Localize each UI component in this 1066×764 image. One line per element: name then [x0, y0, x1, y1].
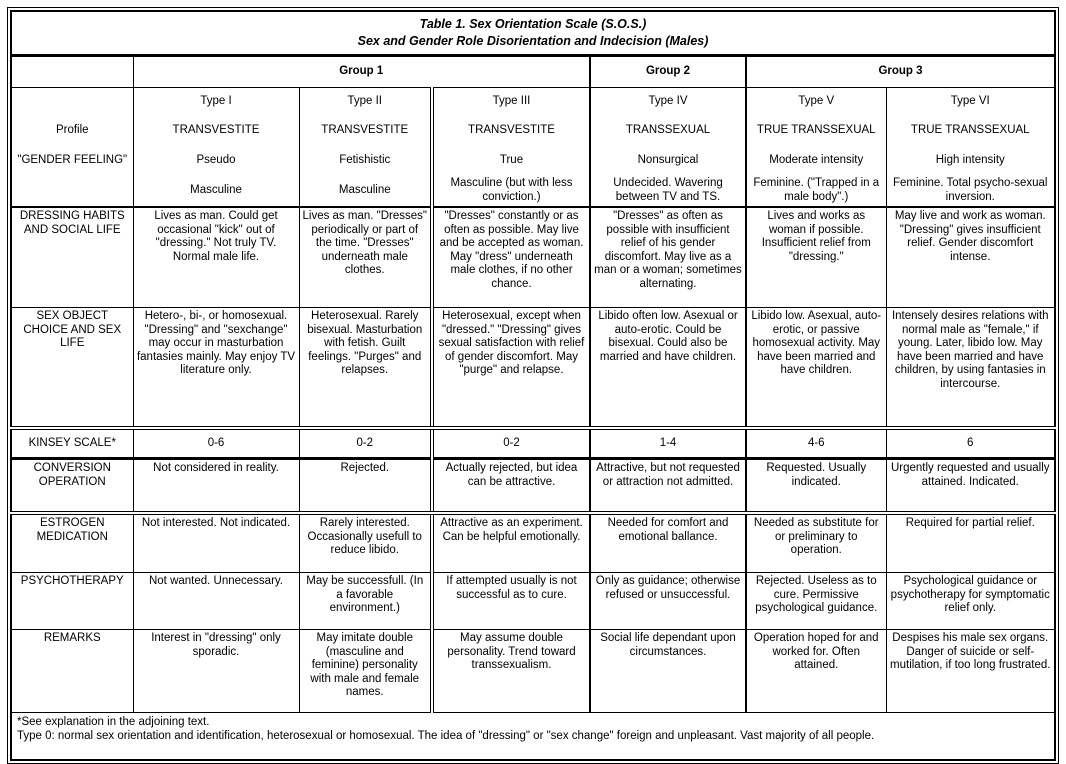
profile-header-row	[11, 88, 1055, 208]
table-subtitle: Sex and Gender Role Disorientation and Indecision (Males)	[357, 34, 709, 48]
data-cell: May imitate double (masculine and feminine) personality with male and female names.	[299, 630, 432, 713]
type-feeling: Feminine. ("Trapped in a male body".)	[753, 177, 880, 203]
group-2-header: Group 2	[590, 56, 746, 88]
type-feeling: Masculine	[190, 184, 242, 197]
data-cell: Attractive as an experiment. Can be helpful emotionally.	[432, 513, 590, 573]
row-label-sex-object-choice: SEX OBJECT CHOICE AND SEX LIFE	[11, 308, 133, 429]
footnote-type-0: Type 0: normal sex orientation and identification, heterosexual or homosexual. The idea of "dressing" or "sex change" foreign and unpleasant. Vast majority of all people.	[17, 729, 875, 742]
footnote-asterisk: *See explanation in the adjoining text.	[17, 716, 210, 728]
data-cell: May be successfull. (In a favorable environment.)	[299, 573, 432, 630]
row-label-psychotherapy: PSYCHOTHERAPY	[11, 573, 133, 630]
type-subtype: High intensity	[935, 154, 1005, 167]
data-cell: If attempted usually is not successful as to cure.	[432, 573, 590, 630]
data-cell: 0-2	[432, 428, 590, 459]
data-cell: Social life dependant upon circumstances.	[590, 630, 746, 713]
type-number: Type IV	[648, 95, 688, 108]
table-row-estrogen-medication	[11, 513, 1055, 573]
data-cell: Required for partial relief.	[886, 513, 1055, 573]
footnote-cell	[11, 713, 1055, 761]
type-4-header-cell	[590, 88, 746, 208]
type-feeling: Masculine (but with less conviction.)	[450, 177, 573, 203]
table-title-cell	[11, 11, 1055, 56]
type-number: Type II	[347, 95, 383, 108]
table-row-conversion-operation	[11, 459, 1055, 514]
sex-orientation-scale-table	[10, 10, 1056, 761]
data-cell: 4-6	[746, 428, 886, 459]
table-row-psychotherapy	[11, 573, 1055, 630]
row-label-remarks: REMARKS	[11, 630, 133, 713]
data-cell: Libido often low. Asexual or auto-erotic. Could be bisexual. Could also be married and have children.	[590, 308, 746, 429]
data-cell: Despises his male sex organs. Danger of suicide or self-mutilation, if too long frustrated.	[886, 630, 1055, 713]
data-cell: Not interested. Not indicated.	[133, 513, 299, 573]
data-cell: 6	[886, 428, 1055, 459]
data-cell: Requested. Usually indicated.	[746, 459, 886, 514]
type-2-header-cell	[299, 88, 432, 208]
type-subtype: Pseudo	[196, 154, 236, 167]
data-cell: Needed for comfort and emotional ballance.	[590, 513, 746, 573]
table-row-dressing-habits	[11, 207, 1055, 308]
footnote-row	[11, 713, 1055, 761]
type-subtype: Fetishistic	[339, 154, 391, 167]
data-cell: 0-6	[133, 428, 299, 459]
data-cell: Lives as man. Could get occasional "kick" out of "dressing." Not truly TV. Normal male life.	[133, 207, 299, 308]
profile-row-label-cell	[11, 88, 133, 208]
data-cell: Rejected. Useless as to cure. Permissive psychological guidance.	[746, 573, 886, 630]
data-cell: Lives as man. "Dresses" periodically or part of the time. "Dresses" underneath male clothes.	[299, 207, 432, 308]
gender-feeling-label: "GENDER FEELING"	[17, 154, 128, 167]
data-cell: Heterosexual. Rarely bisexual. Masturbation with fetish. Guilt feelings. "Purges" and relapses.	[299, 308, 432, 429]
row-label-kinsey-scale: KINSEY SCALE*	[11, 428, 133, 459]
data-cell: Attractive, but not requested or attraction not admitted.	[590, 459, 746, 514]
data-cell: May live and work as woman. "Dressing" gives insufficient relief. Gender discomfort intense.	[886, 207, 1055, 308]
type-name: TRANSVESTITE	[468, 124, 555, 137]
data-cell: 0-2	[299, 428, 432, 459]
group-3-header: Group 3	[746, 56, 1055, 88]
type-subtype: Moderate intensity	[769, 154, 864, 167]
type-name: TRANSVESTITE	[321, 124, 409, 137]
type-feeling: Masculine	[338, 184, 391, 197]
type-3-header-cell	[432, 88, 590, 208]
data-cell: "Dresses" constantly or as often as possible. May live and be accepted as woman. May "dress" underneath male clothes, if no other chance.	[432, 207, 590, 308]
type-number: Type I	[200, 95, 232, 108]
group-header-row	[11, 56, 1055, 88]
data-cell: Heterosexual, except when "dressed." "Dressing" gives sexual satisfaction with relief of gender discomfort. May "purge" and relapse.	[432, 308, 590, 429]
type-6-header-cell	[886, 88, 1055, 208]
data-cell: Lives and works as woman if possible. Insufficient relief from "dressing."	[746, 207, 886, 308]
table-row-kinsey-scale	[11, 428, 1055, 459]
data-cell: Interest in "dressing" only sporadic.	[133, 630, 299, 713]
type-number: Type III	[492, 95, 531, 108]
data-cell: Needed as substitute for or preliminary to operation.	[746, 513, 886, 573]
type-5-header-cell	[746, 88, 886, 208]
table-row-remarks	[11, 630, 1055, 713]
data-cell: Actually rejected, but idea can be attractive.	[432, 459, 590, 514]
type-number: Type VI	[950, 95, 990, 108]
profile-label: Profile	[55, 124, 89, 137]
group-1-header: Group 1	[133, 56, 590, 88]
row-label-estrogen-medication: ESTROGEN MEDICATION	[11, 513, 133, 573]
table-row-sex-object-choice	[11, 308, 1055, 429]
data-cell: Libido low. Asexual, auto-erotic, or passive homosexual activity. May have been married and have children.	[746, 308, 886, 429]
table-outer-frame	[7, 7, 1059, 764]
table-title: Table 1. Sex Orientation Scale (S.O.S.)	[419, 17, 647, 31]
data-cell: Rejected.	[299, 459, 432, 514]
type-feeling: Feminine. Total psycho-sexual inversion.	[893, 177, 1048, 203]
type-1-header-cell	[133, 88, 299, 208]
data-cell: May assume double personality. Trend toward transsexualism.	[432, 630, 590, 713]
type-subtype: True	[499, 154, 524, 167]
row-label-conversion-operation: CONVERSION OPERATION	[11, 459, 133, 514]
title-row	[11, 11, 1055, 56]
data-cell: Operation hoped for and worked for. Often attained.	[746, 630, 886, 713]
type-name: TRUE TRANSSEXUAL	[910, 124, 1030, 137]
data-cell: Urgently requested and usually attained. Indicated.	[886, 459, 1055, 514]
data-cell: Only as guidance; otherwise refused or unsuccessful.	[590, 573, 746, 630]
type-name: TRUE TRANSSEXUAL	[756, 124, 876, 137]
data-cell: 1-4	[590, 428, 746, 459]
data-cell: "Dresses" as often as possible with insufficient relief of his gender discomfort. May live as a man or a woman; sometimes alternating.	[590, 207, 746, 308]
group-header-empty-cell	[11, 56, 133, 88]
type-subtype: Nonsurgical	[637, 154, 699, 167]
type-number: Type V	[798, 95, 835, 108]
data-cell: Hetero-, bi-, or homosexual. "Dressing" and "sexchange" may occur in masturbation fantasies mainly. May enjoy TV literature only.	[133, 308, 299, 429]
data-cell: Not considered in reality.	[133, 459, 299, 514]
data-cell: Not wanted. Unnecessary.	[133, 573, 299, 630]
type-name: TRANSSEXUAL	[625, 124, 711, 137]
type-feeling: Undecided. Wavering between TV and TS.	[613, 177, 723, 203]
data-cell: Intensely desires relations with normal male as "female," if young. Later, libido low. May have been married and have children, by using fantasies in intercourse.	[886, 308, 1055, 429]
type-name: TRANSVESTITE	[172, 124, 260, 137]
data-cell: Psychological guidance or psychotherapy for symptomatic relief only.	[886, 573, 1055, 630]
row-label-dressing-habits: DRESSING HABITS AND SOCIAL LIFE	[11, 207, 133, 308]
data-cell: Rarely interested. Occasionally usefull to reduce libido.	[299, 513, 432, 573]
